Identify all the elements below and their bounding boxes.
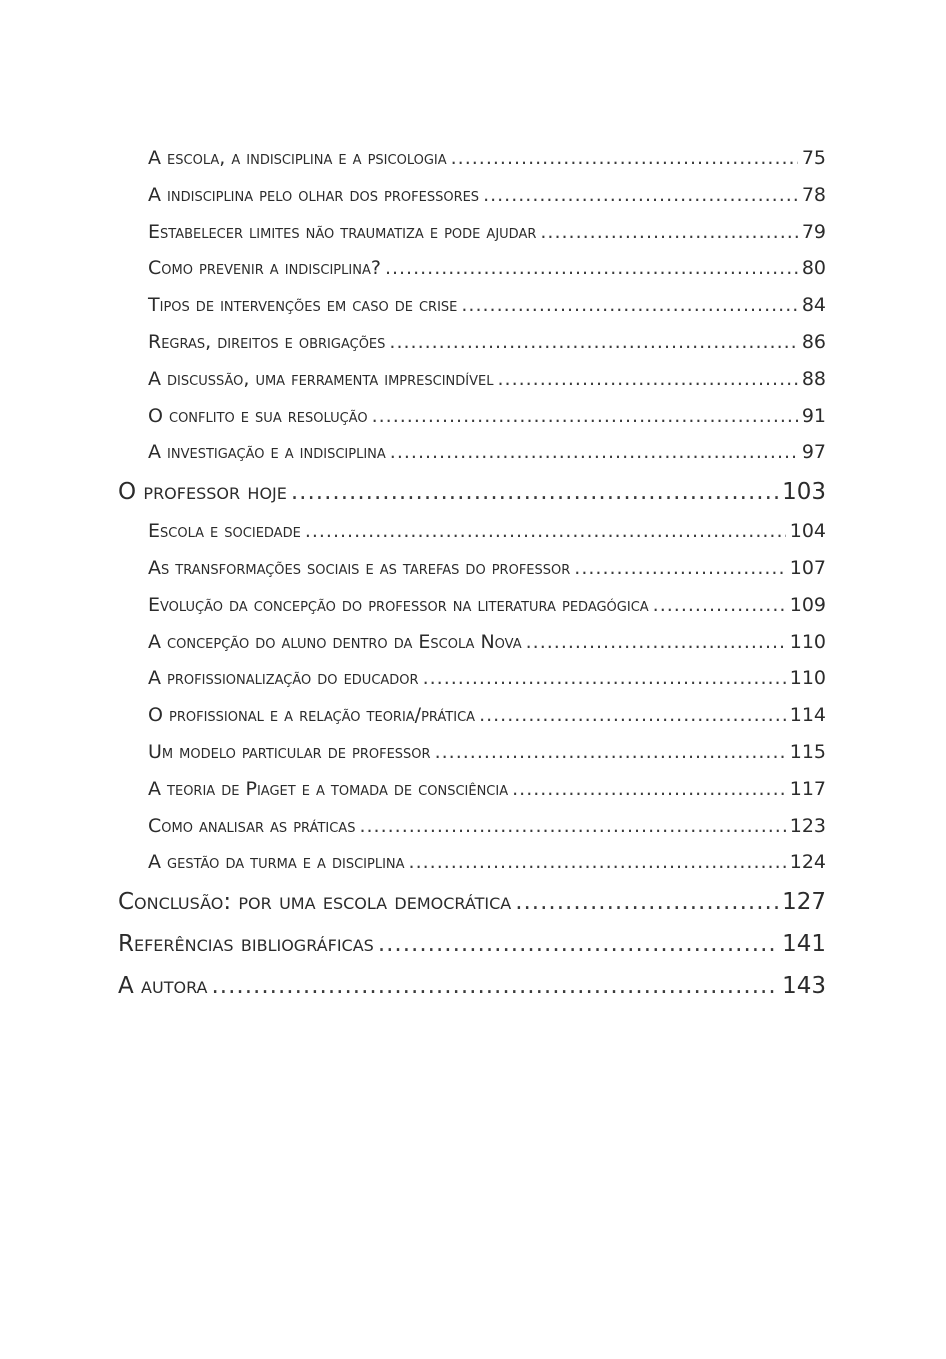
toc-chapter-entry (118, 881, 826, 923)
toc-entry-page: 84 (801, 294, 826, 317)
toc-entry (148, 660, 826, 697)
toc-entry-title: Conclusão: por uma escola democrática (118, 889, 512, 916)
dot-leader (359, 808, 785, 845)
toc-entry-title: Escola e sociedade (148, 520, 301, 543)
dot-leader (461, 287, 797, 324)
toc-entry-page: 103 (782, 479, 826, 506)
toc-entry-page: 110 (789, 667, 826, 690)
toc-entry (148, 624, 826, 661)
toc-entry-title: Referências bibliográficas (118, 931, 374, 958)
toc-entry-page: 75 (801, 147, 826, 169)
dot-leader (409, 844, 786, 881)
dot-leader (378, 923, 778, 965)
toc-entry (148, 513, 826, 550)
toc-entry-title: A gestão da turma e a disciplina (148, 851, 405, 874)
dot-leader (451, 140, 798, 177)
toc-entry-page: 123 (789, 814, 826, 837)
dot-leader (479, 697, 786, 734)
dot-leader (574, 550, 785, 587)
toc-entry-page: 143 (782, 973, 826, 1000)
toc-entry (148, 587, 826, 624)
dot-leader (211, 965, 778, 1007)
toc-entry (148, 550, 826, 587)
toc-entry-page: 79 (801, 220, 826, 243)
toc-entry-title: A autora (118, 973, 208, 1000)
toc-entry (148, 697, 826, 734)
toc-entry (148, 361, 826, 398)
toc-entry-page: 80 (801, 257, 826, 280)
toc-entry-title: Evolução da concepção do professor na literatura pedagógica (148, 593, 649, 616)
toc-entry (148, 324, 826, 361)
toc-entry-title: A escola, a indisciplina e a psicologia (148, 147, 447, 169)
dot-leader (435, 734, 786, 771)
dot-leader (540, 214, 797, 251)
dot-leader (372, 398, 798, 435)
toc-entry (148, 808, 826, 845)
toc-entry-page: 78 (801, 183, 826, 206)
toc-entry-page: 97 (801, 441, 826, 464)
toc-entry-page: 115 (789, 740, 826, 763)
toc-entry (148, 287, 826, 324)
dot-leader (423, 660, 786, 697)
toc-entry-title: A concepção do aluno dentro da Escola Nova (148, 630, 522, 653)
dot-leader (385, 250, 798, 287)
toc-entry-title: A investigação e a indisciplina (148, 441, 386, 464)
toc-entry-title: Estabelecer limites não traumatiza e pode ajudar (148, 220, 537, 243)
toc-entry (148, 177, 826, 214)
toc-entry-page: 110 (789, 630, 826, 653)
toc-entry-page: 109 (789, 593, 826, 616)
dot-leader (291, 471, 778, 513)
toc-chapter-entry (118, 471, 826, 513)
dot-leader (526, 624, 786, 661)
toc-entry-page: 104 (789, 520, 826, 543)
toc-entry (148, 398, 826, 435)
toc-entry-page: 114 (789, 704, 826, 727)
dot-leader (515, 881, 778, 923)
toc-entry-title: Como prevenir a indisciplina? (148, 257, 381, 280)
toc-chapter-entry (118, 965, 826, 1007)
toc-entry-title: As transformações sociais e as tarefas do professor (148, 556, 571, 579)
toc-entry-title: Regras, direitos e obrigações (148, 330, 386, 353)
toc-entry (148, 734, 826, 771)
toc-entry (148, 214, 826, 251)
dot-leader (497, 361, 797, 398)
dot-leader (483, 177, 798, 214)
toc-entry-title: Como analisar as práticas (148, 814, 356, 837)
toc-entry-title: A profissionalização do educador (148, 667, 419, 690)
dot-leader (305, 513, 786, 550)
dot-leader (390, 434, 798, 471)
toc-entry (148, 771, 826, 808)
toc-entry (148, 250, 826, 287)
toc-entry-title: A teoria de Piaget e a tomada de consciência (148, 777, 509, 800)
toc-entry-page: 124 (789, 851, 826, 874)
table-of-contents (118, 140, 826, 1007)
toc-entry-page: 117 (789, 777, 826, 800)
toc-entry-page: 141 (782, 931, 826, 958)
dot-leader (653, 587, 786, 624)
toc-entry-title: Tipos de intervenções em caso de crise (148, 294, 458, 317)
toc-entry-page: 86 (801, 330, 826, 353)
toc-entry (148, 434, 826, 471)
toc-entry-page: 107 (789, 556, 826, 579)
dot-leader (389, 324, 797, 361)
toc-entry-page: 88 (801, 367, 826, 390)
toc-entry (148, 140, 826, 177)
toc-entry-page: 127 (782, 889, 826, 916)
toc-entry-page: 91 (801, 404, 826, 427)
toc-chapter-entry (118, 923, 826, 965)
toc-entry-title: O professor hoje (118, 479, 287, 506)
toc-entry (148, 844, 826, 881)
toc-entry-title: O profissional e a relação teoria/prática (148, 704, 476, 727)
toc-entry-title: Um modelo particular de professor (148, 740, 431, 763)
toc-entry-title: O conflito e sua resolução (148, 404, 368, 427)
toc-entry-title: A discussão, uma ferramenta imprescindível (148, 367, 494, 390)
dot-leader (512, 771, 786, 808)
toc-entry-title: A indisciplina pelo olhar dos professores (148, 183, 480, 206)
